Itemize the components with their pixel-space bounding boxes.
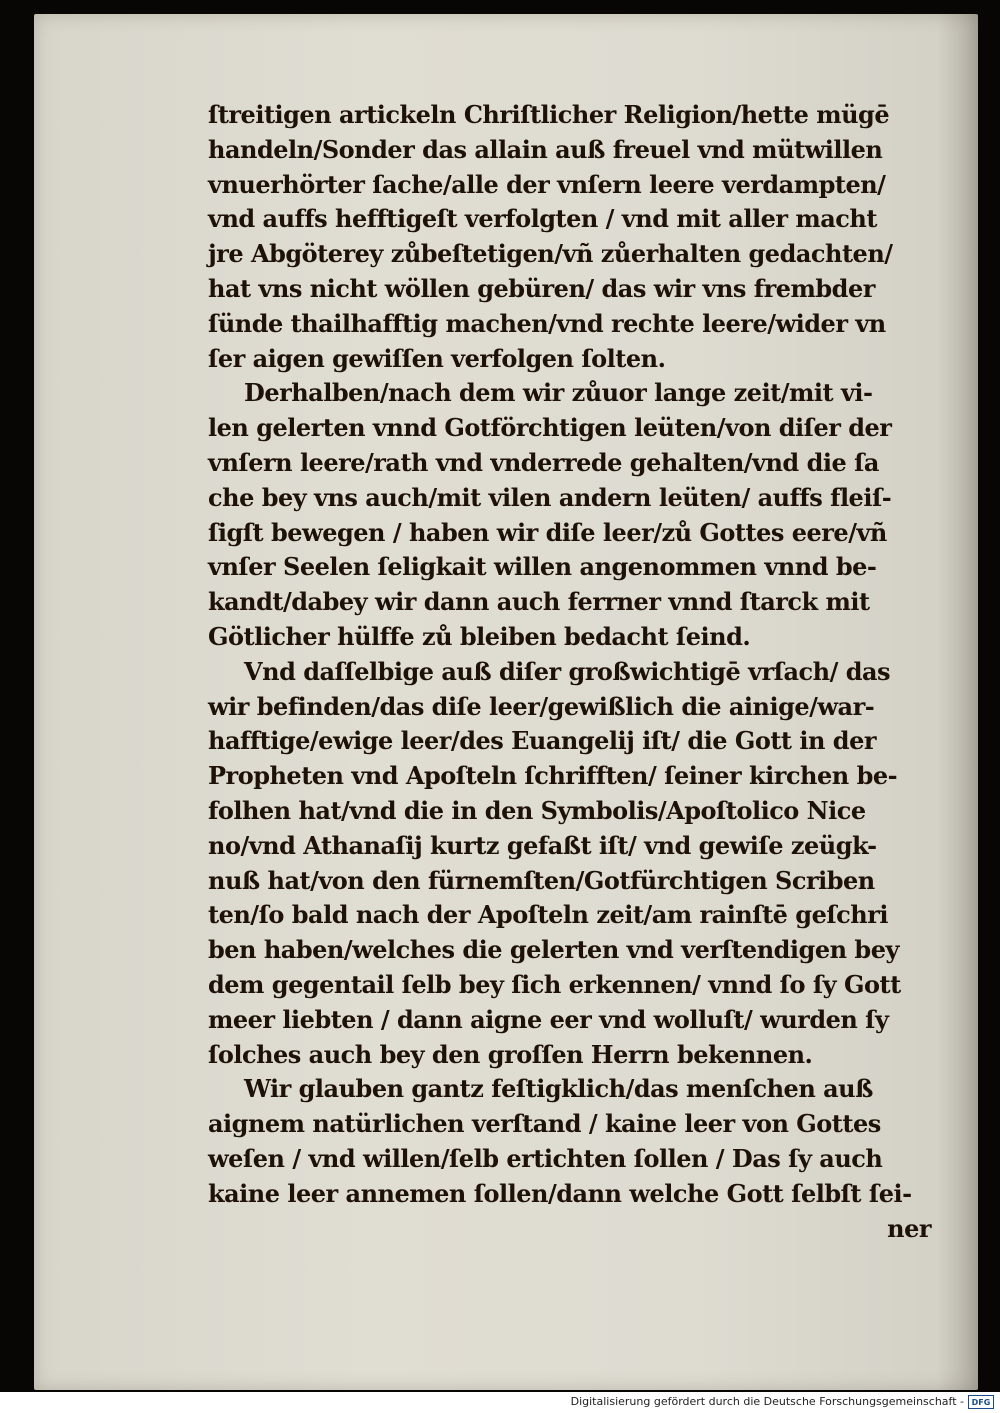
paragraph-start-line: Derhalben/nach dem wir zůuor lange zeit/mit vi- — [244, 378, 873, 408]
footer-bar — [0, 1392, 1000, 1413]
text-line: nuß hat/von den fürnemſten/Gotfürchtigen Scriben — [208, 865, 875, 895]
text-line: handeln/Sonder das allain auß freuel vnd mütwillen — [208, 134, 883, 164]
text-line: wir befinden/das diſe leer/gewißlich die ainige/war- — [208, 691, 875, 721]
text-line: aignem natürlichen verſtand / kaine leer von Gottes — [208, 1109, 881, 1139]
text-line: vnd auffs hefftigeſt verfolgten / vnd mit aller macht — [208, 204, 877, 234]
text-line: meer liebten / dann aigne eer vnd wolluſt/ wurden ſy — [208, 1004, 889, 1034]
dfg-logo: DFG — [968, 1395, 994, 1409]
page-text-block — [208, 98, 943, 1246]
text-line: ten/ſo bald nach der Apoſteln zeit/am rainſtē geſchri — [208, 900, 888, 930]
text-line: hafftige/ewige leer/des Euangelij iſt/ die Gott in der — [208, 726, 876, 756]
catchword: ner — [887, 1213, 931, 1243]
text-line: hat vns nicht wöllen gebüren/ das wir vns frembder — [208, 273, 875, 303]
paragraph-start-line: Wir glauben gantz feſtigklich/das menſchen auß — [244, 1074, 873, 1104]
text-line: ſer aigen gewiſſen verfolgen ſolten. — [208, 343, 666, 373]
text-line: kandt/dabey wir dann auch ferrner vnnd ſtarck mit — [208, 587, 870, 617]
text-line: ſolches auch bey den groſſen Herrn bekennen. — [208, 1039, 813, 1069]
text-line: no/vnd Athanaſij kurtz gefaßt iſt/ vnd gewiſe zeügk- — [208, 830, 877, 860]
text-line: folhen hat/vnd die in den Symbolis/Apoſtolico Nice — [208, 795, 866, 825]
funding-credit: Digitalisierung gefördert durch die Deutsche Forschungsgemeinschaft - — [570, 1395, 964, 1408]
text-line: jre Abgöterey zůbeſtetigen/vñ zůerhalten gedachten/ — [208, 239, 893, 269]
text-line: ſigſt bewegen / haben wir diſe leer/zů Gottes eere/vñ — [208, 517, 887, 547]
text-line: che bey vns auch/mit vilen andern leüten/ auffs fleiſ- — [208, 482, 892, 512]
text-line: dem gegentail ſelb bey ſich erkennen/ vnnd ſo ſy Gott — [208, 969, 901, 999]
text-line: ſtreitigen artickeln Chriſtlicher Religion/hette mügē — [208, 100, 890, 129]
text-line: weſen / vnd willen/ſelb ertichten ſollen / Das ſy auch — [208, 1143, 883, 1173]
text-line: kaine leer annemen ſollen/dann welche Gott ſelbſt ſei- — [208, 1178, 912, 1208]
text-line: ben haben/welches die gelerten vnd verſtendigen bey — [208, 935, 899, 965]
paragraph-start-line: Vnd daſſelbige auß diſer großwichtigē vrſach/ das — [244, 656, 891, 686]
text-line: Götlicher hülffe zů bleiben bedacht ſeind. — [208, 621, 751, 651]
text-line: Propheten vnd Apoſteln ſchrifften/ ſeiner kirchen be- — [208, 761, 898, 791]
text-line: vnuerhörter ſache/alle der vnſern leere verdampten/ — [208, 169, 886, 199]
text-line: len gelerten vnnd Gotförchtigen leüten/von diſer der — [208, 413, 892, 443]
gutter-shadow — [938, 14, 978, 1390]
text-line: vnſern leere/rath vnd vnderrede gehalten/vnd die ſa — [208, 447, 879, 477]
text-line: ſünde thailhafftig machen/vnd rechte leere/wider vn — [208, 308, 886, 338]
text-line: vnſer Seelen ſeligkait willen angenommen vnnd be- — [208, 552, 877, 582]
